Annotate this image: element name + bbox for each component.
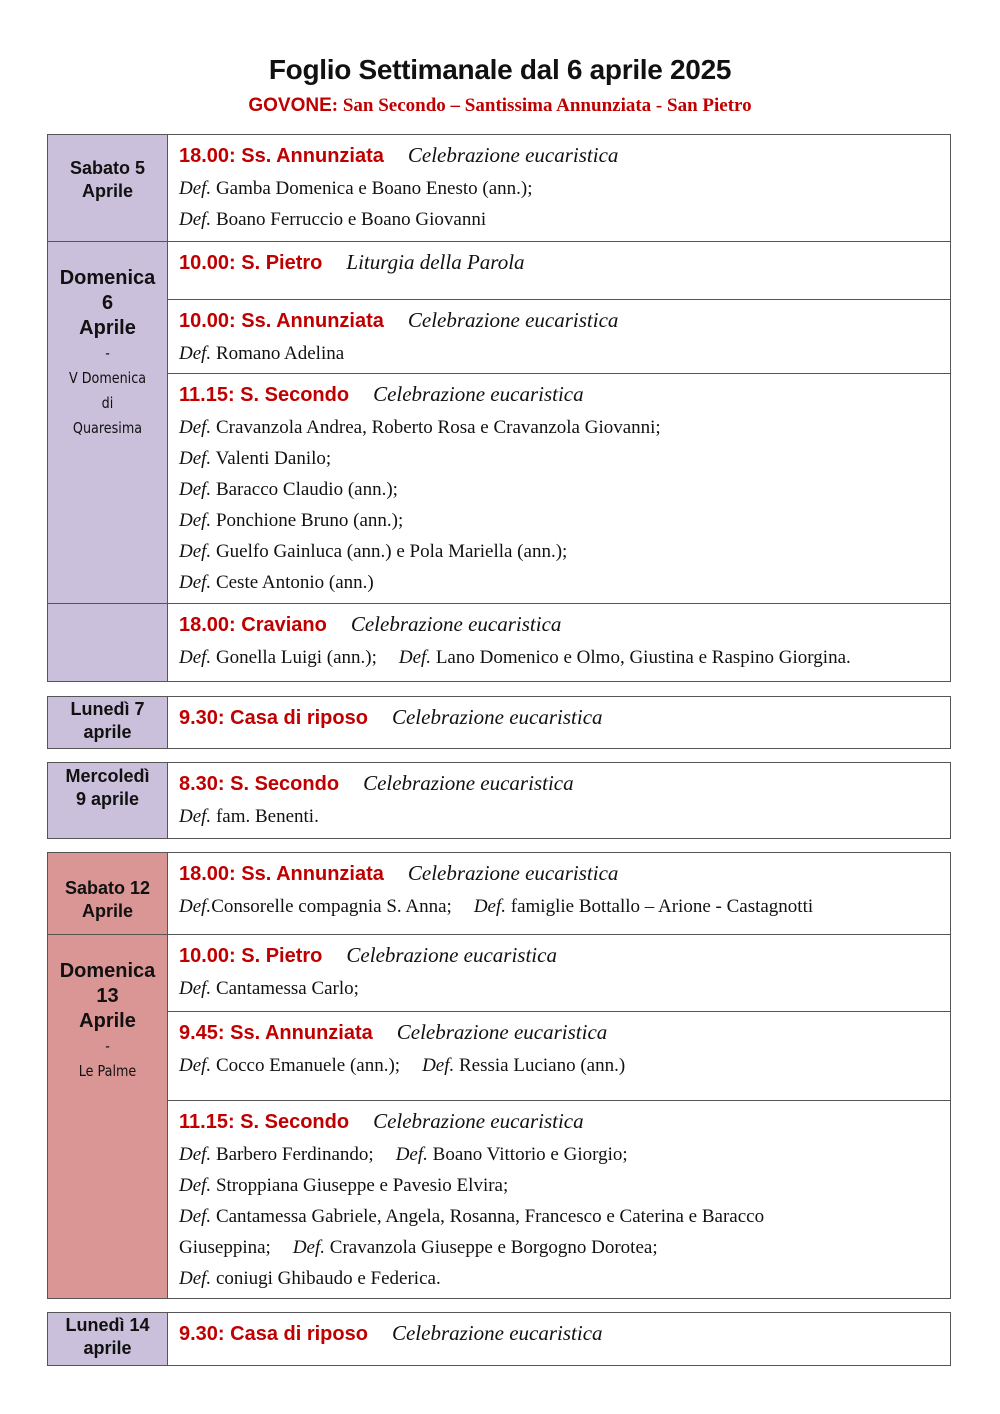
- service-header: [179, 382, 940, 412]
- intention-names: Cravanzola Andrea, Roberto Rosa e Cravanzola Giovanni;: [215, 416, 661, 438]
- intention-line: [179, 1232, 940, 1263]
- day-line: Aprile: [79, 317, 136, 339]
- def-prefix: Def.: [179, 178, 212, 199]
- service-header: [179, 1321, 940, 1351]
- day-note: V Domenica: [68, 369, 147, 387]
- schedule-block: [47, 241, 951, 604]
- schedule-block: [47, 762, 951, 839]
- intentions-list: [179, 1139, 940, 1294]
- service-type: Celebrazione eucaristica: [391, 705, 603, 729]
- day-cell: [48, 135, 168, 241]
- def-prefix: Def.: [179, 509, 212, 531]
- service-type: Celebrazione eucaristica: [373, 1108, 584, 1133]
- intention-names: Boano Vittorio e Giorgio;: [432, 1143, 628, 1165]
- def-prefix: Def.: [179, 540, 212, 562]
- intention-names: Cantamessa Carlo;: [215, 978, 359, 999]
- service-time-place: 10.00: S. Pietro: [179, 252, 323, 274]
- intention-names: Lano Domenico e Olmo, Giustina e Raspino Giorgina.: [435, 647, 851, 668]
- intentions-list: [179, 338, 940, 369]
- day-line: Sabato 12: [64, 878, 151, 898]
- intention-line: [179, 338, 940, 369]
- service-list: [168, 853, 950, 934]
- service-header: [179, 1020, 940, 1050]
- day-note: Quaresima: [72, 419, 143, 437]
- def-prefix: Def.: [395, 1143, 428, 1165]
- service-list: [168, 763, 950, 838]
- service-list: [168, 135, 950, 241]
- intention-names: Stroppiana Giuseppe e Pavesio Elvira;: [215, 1174, 509, 1196]
- intentions-list: [179, 801, 940, 832]
- service-type: Celebrazione eucaristica: [407, 861, 619, 885]
- day-line: aprile: [83, 1338, 132, 1358]
- intention-names: Boano Ferruccio e Boano Giovanni: [215, 209, 487, 230]
- service-header: [179, 771, 940, 801]
- service-time-place: 18.00: Ss. Annunziata: [179, 863, 384, 885]
- day-cell: [48, 1313, 168, 1365]
- intention-line: [179, 505, 940, 536]
- day-line: Domenica: [59, 960, 156, 982]
- schedule-block: [47, 934, 951, 1299]
- day-label: [48, 1314, 167, 1360]
- intention-names: Guelfo Gainluca (ann.) e Pola Mariella (ann.);: [215, 540, 568, 562]
- def-prefix: Def.: [179, 1174, 212, 1196]
- page-title: Foglio Settimanale dal 6 aprile 2025: [268, 54, 732, 85]
- service-row: [168, 935, 950, 1011]
- day-label: [48, 157, 167, 203]
- intention-names: Cantamessa Gabriele, Angela, Rosanna, Francesco e Caterina e Baracco: [215, 1205, 765, 1227]
- service-type: Celebrazione eucaristica: [396, 1019, 608, 1044]
- def-prefix: Def.: [179, 647, 212, 668]
- intention-line: [179, 173, 940, 204]
- schedule-block: [47, 852, 951, 935]
- intentions-list: [179, 973, 940, 1004]
- intentions-list: [179, 642, 940, 673]
- service-time-place: 10.00: Ss. Annunziata: [179, 309, 384, 332]
- intention-line: [179, 204, 940, 235]
- service-row: [168, 242, 950, 299]
- intention-line: [179, 1050, 940, 1081]
- service-list: [168, 1313, 950, 1365]
- def-prefix: Def.: [179, 896, 212, 917]
- def-prefix: Def.: [179, 1143, 212, 1165]
- service-type: Celebrazione eucaristica: [407, 143, 619, 167]
- service-row: [168, 299, 950, 373]
- intention-names: Romano Adelina: [215, 342, 345, 364]
- service-type: Celebrazione eucaristica: [407, 307, 619, 332]
- service-time-place: 8.30: S. Secondo: [179, 773, 340, 795]
- service-list: [168, 935, 950, 1298]
- service-row: [168, 1100, 950, 1298]
- schedule-block: [47, 696, 951, 749]
- intentions-list: [179, 412, 940, 598]
- intention-names: fam. Benenti.: [215, 806, 319, 827]
- def-prefix: Def.: [179, 571, 212, 593]
- day-label: [48, 959, 167, 1084]
- day-line: 13: [96, 985, 119, 1007]
- intention-names: Ponchione Bruno (ann.);: [215, 509, 404, 531]
- service-header: [179, 250, 940, 280]
- day-cell: [48, 242, 168, 603]
- day-line: Sabato 5: [69, 158, 146, 178]
- def-prefix: Def.: [179, 478, 212, 500]
- service-row: [168, 604, 950, 681]
- intention-names: Consorelle compagnia S. Anna;: [211, 896, 452, 917]
- service-row: [168, 373, 950, 603]
- intention-line: [179, 642, 940, 673]
- service-row: [168, 697, 950, 748]
- intention-names: Gonella Luigi (ann.);: [215, 647, 377, 668]
- day-cell: [48, 763, 168, 838]
- service-row: [168, 135, 950, 241]
- service-type: Celebrazione eucaristica: [346, 943, 557, 967]
- service-type: Liturgia della Parola: [346, 250, 525, 274]
- intention-names: Baracco Claudio (ann.);: [215, 478, 398, 500]
- day-line: 9 aprile: [75, 789, 140, 809]
- intention-names: Giuseppina;: [179, 1236, 271, 1258]
- def-prefix: Def.: [473, 896, 507, 917]
- intention-names: Ceste Antonio (ann.): [215, 571, 374, 593]
- def-prefix: Def.: [179, 978, 212, 999]
- day-cell: [48, 935, 168, 1298]
- intentions-list: [179, 1050, 940, 1081]
- page-subtitle: [0, 95, 1000, 117]
- day-label: [48, 765, 167, 811]
- service-row: [168, 763, 950, 838]
- day-line: Aprile: [79, 1010, 136, 1032]
- service-time-place: 11.15: S. Secondo: [179, 383, 350, 406]
- service-list: [168, 604, 950, 681]
- day-line: Lunedì 7: [70, 699, 145, 719]
- service-time-place: 11.15: S. Secondo: [179, 1110, 350, 1133]
- day-label: [48, 877, 167, 923]
- service-list: [168, 242, 950, 603]
- day-cell: [48, 604, 168, 681]
- intention-names: famiglie Bottallo – Arione - Castagnotti: [510, 896, 814, 917]
- intention-names: Valenti Danilo;: [215, 447, 332, 469]
- day-line: Domenica: [59, 267, 156, 289]
- def-prefix: Def.: [179, 342, 212, 364]
- day-line: Mercoledì: [65, 766, 150, 786]
- service-header: [179, 861, 940, 891]
- service-header: [179, 143, 940, 173]
- town-name: GOVONE: [248, 95, 332, 116]
- day-note: -: [105, 1037, 110, 1055]
- intentions-list: [179, 891, 940, 922]
- service-row: [168, 1011, 950, 1100]
- service-header: [179, 705, 940, 735]
- day-note: -: [105, 344, 110, 362]
- intention-names: Barbero Ferdinando;: [215, 1143, 374, 1165]
- service-header: [179, 308, 940, 338]
- service-time-place: 9.30: Casa di riposo: [179, 707, 368, 729]
- def-prefix: Def.: [422, 1054, 455, 1076]
- intention-names: Cocco Emanuele (ann.);: [215, 1054, 401, 1076]
- intention-names: coniugi Ghibaudo e Federica.: [215, 1267, 441, 1289]
- intention-names: Ressia Luciano (ann.): [459, 1054, 626, 1076]
- def-prefix: Def.: [179, 416, 212, 438]
- intention-line: [179, 1139, 940, 1170]
- intention-line: [179, 973, 940, 1004]
- day-line: Aprile: [81, 901, 133, 921]
- intention-line: [179, 567, 940, 598]
- day-cell: [48, 697, 168, 748]
- intention-line: [179, 801, 940, 832]
- intention-names: Gamba Domenica e Boano Enesto (ann.);: [215, 178, 533, 199]
- schedule-block: [47, 1312, 951, 1366]
- day-line: 6: [101, 292, 114, 314]
- intention-line: [179, 1170, 940, 1201]
- intention-line: [179, 536, 940, 567]
- intentions-list: [179, 173, 940, 235]
- service-header: [179, 612, 940, 642]
- day-line: aprile: [83, 722, 132, 742]
- day-label: [48, 266, 167, 441]
- service-time-place: 18.00: Craviano: [179, 614, 327, 636]
- intention-line: [179, 443, 940, 474]
- service-type: Celebrazione eucaristica: [373, 381, 584, 406]
- service-header: [179, 1109, 940, 1139]
- schedule-block: [47, 603, 951, 682]
- def-prefix: Def.: [179, 447, 212, 469]
- service-type: Celebrazione eucaristica: [391, 1321, 603, 1345]
- service-time-place: 9.30: Casa di riposo: [179, 1323, 368, 1345]
- intention-line: [179, 474, 940, 505]
- schedule-block: [47, 134, 951, 242]
- intention-line: [179, 412, 940, 443]
- service-header: [179, 943, 940, 973]
- intention-line: [179, 1201, 940, 1232]
- service-time-place: 10.00: S. Pietro: [179, 945, 323, 967]
- day-cell: [48, 853, 168, 934]
- def-prefix: Def.: [179, 1267, 212, 1289]
- day-label: [48, 698, 167, 744]
- day-line: Lunedì 14: [65, 1315, 150, 1335]
- def-prefix: Def.: [179, 1205, 212, 1227]
- service-time-place: 9.45: Ss. Annunziata: [179, 1021, 373, 1044]
- day-note: Le Palme: [78, 1062, 137, 1080]
- def-prefix: Def.: [179, 209, 212, 230]
- def-prefix: Def.: [179, 806, 212, 827]
- def-prefix: Def.: [179, 1054, 212, 1076]
- service-row: [168, 853, 950, 934]
- service-time-place: 18.00: Ss. Annunziata: [179, 145, 384, 167]
- service-type: Celebrazione eucaristica: [363, 771, 574, 795]
- service-list: [168, 697, 950, 748]
- def-prefix: Def.: [292, 1236, 326, 1258]
- def-prefix: Def.: [398, 647, 432, 668]
- intention-line: [179, 891, 940, 922]
- intention-names: Cravanzola Giuseppe e Borgogno Dorotea;: [329, 1236, 658, 1258]
- day-line: Aprile: [81, 181, 133, 201]
- service-row: [168, 1313, 950, 1365]
- intention-line: [179, 1263, 940, 1294]
- service-type: Celebrazione eucaristica: [350, 612, 562, 636]
- church-list: : San Secondo – Santissima Annunziata - San Pietro: [331, 95, 752, 116]
- day-note: di: [101, 394, 114, 412]
